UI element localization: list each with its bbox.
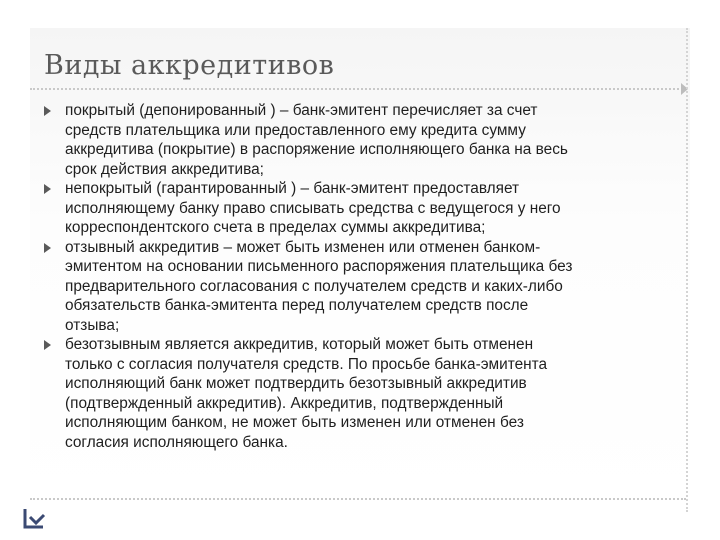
bullet-text-line: покрытый (депонированный ) – банк-эмитент перечисляет за счет (65, 102, 538, 119)
bullet-text-line: исполняющий банк может подтвердить безотзывный аккредитив (65, 375, 527, 392)
bullet-text-line: обязательств банка-эмитента перед получателем средств после (65, 297, 529, 314)
bullet-text-line: корреспондентского счета в пределах суммы аккредитива; (65, 219, 486, 236)
bullet-text-line: срок действия аккредитива; (65, 160, 264, 178)
bullet-text-line: эмитентом на основании письменного распоряжения плательщика без (65, 258, 573, 275)
list-item (44, 335, 664, 452)
right-border (686, 28, 688, 512)
bullet-text-line: аккредитива (покрытие) в распоряжение исполняющего банка на весь (65, 141, 568, 158)
footer-divider (30, 498, 686, 500)
bullet-text-line: предварительного согласования с получателем средств и каких-либо (65, 277, 563, 295)
bullet-text-line: отзыва; (65, 316, 120, 334)
bullet-text-line: отзывный аккредитив – может быть изменен или отменен банком- (65, 238, 541, 256)
bullet-text-line: непокрытый (гарантированный ) – банк-эмитент предоставляет (65, 180, 520, 197)
bullet-text-line: (подтвержденный аккредитив). Аккредитив, подтвержденный (65, 394, 504, 412)
bullet-text-line: согласия исполняющего банка. (65, 433, 288, 451)
triangle-bullet-icon (44, 243, 51, 253)
triangle-bullet-icon (44, 340, 51, 350)
bullet-list (44, 101, 664, 452)
triangle-bullet-icon (44, 184, 51, 194)
slide-title: Виды аккредитивов (44, 50, 335, 81)
bullet-text-line: средств плательщика или предоставленного ему кредита сумму (65, 121, 526, 139)
corner-logo-icon (22, 505, 48, 531)
triangle-bullet-icon (44, 106, 51, 116)
bullet-text-line: исполняющим банком, не может быть изменен или отменен без (65, 414, 524, 431)
list-item (44, 179, 664, 238)
list-item (44, 238, 664, 336)
title-divider (30, 88, 686, 90)
bullet-text-line: исполняющему банку право списывать средства с ведущегося у него (65, 199, 561, 217)
list-item (44, 101, 664, 179)
bullet-text-line: безотзывным является аккредитив, который может быть отменен (65, 336, 534, 353)
bullet-text-line: только с согласия получателя средств. По просьбе банка-эмитента (65, 355, 548, 373)
